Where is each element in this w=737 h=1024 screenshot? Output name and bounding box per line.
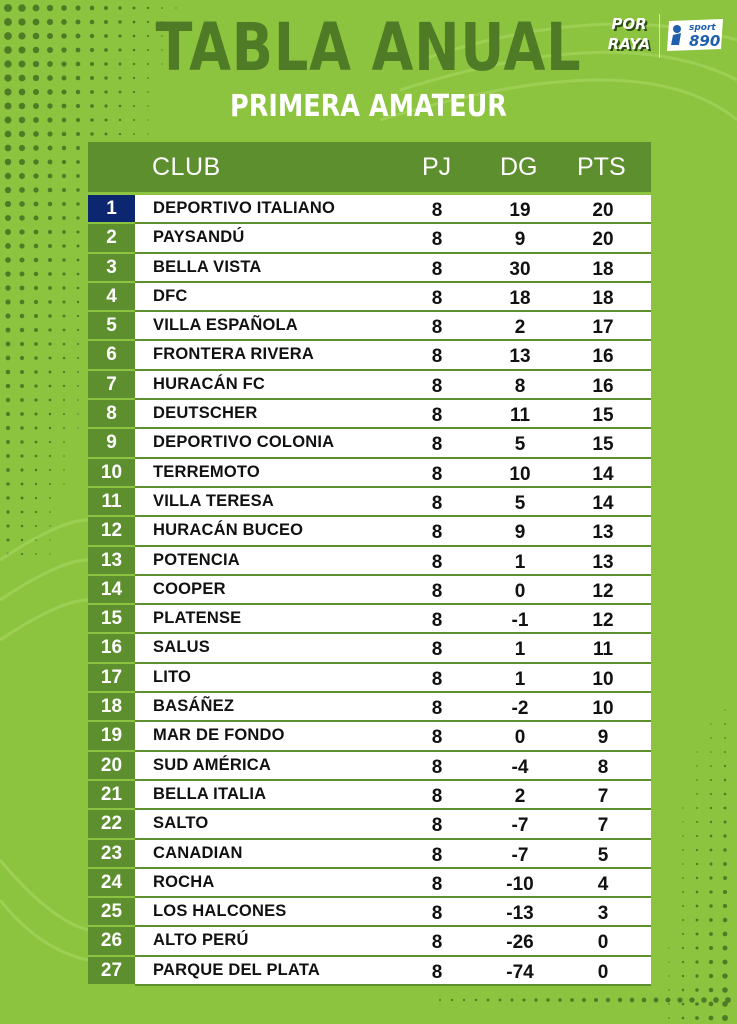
position-cell: 3	[88, 254, 135, 281]
position-cell: 9	[88, 429, 135, 456]
games-played: 8	[431, 698, 443, 720]
games-played: 8	[431, 258, 443, 280]
games-played: 8	[431, 639, 443, 661]
points: 18	[592, 258, 614, 280]
position-cell: 21	[88, 781, 135, 808]
games-played: 8	[431, 463, 443, 485]
club-name: LITO	[153, 667, 192, 686]
club-name: VILLA TERESA	[153, 491, 274, 510]
club-name: DFC	[153, 286, 188, 305]
goal-difference: 8	[514, 375, 526, 397]
points: 8	[597, 756, 609, 778]
table-row	[88, 752, 651, 781]
por-raya-logo	[603, 14, 655, 54]
table-row	[88, 547, 651, 576]
club-name: DEPORTIVO ITALIANO	[153, 199, 336, 217]
table-row	[88, 693, 651, 722]
table-row	[88, 224, 651, 253]
points: 18	[592, 287, 614, 309]
table-row	[88, 517, 651, 546]
goal-difference: 0	[514, 580, 526, 602]
points: 13	[592, 522, 614, 544]
goal-difference: -13	[506, 903, 534, 925]
club-name: FRONTERA RIVERA	[153, 345, 314, 364]
points: 14	[592, 492, 614, 514]
position-cell: 20	[88, 752, 135, 779]
table-row	[88, 869, 651, 898]
points: 16	[592, 375, 614, 397]
games-played: 8	[431, 375, 443, 397]
points: 5	[597, 844, 609, 866]
club-name: DEPORTIVO COLONIA	[153, 433, 335, 452]
position-cell: 18	[88, 693, 135, 720]
position-cell: 13	[88, 547, 135, 574]
goal-difference: 13	[509, 346, 531, 368]
table-row	[88, 634, 651, 663]
club-name: VILLA ESPAÑOLA	[153, 316, 298, 335]
goal-difference: -74	[506, 961, 534, 983]
games-played: 8	[431, 785, 443, 807]
table-row	[88, 195, 651, 224]
position-cell: 1	[88, 195, 135, 222]
table-row	[88, 840, 651, 869]
position-cell: 17	[88, 664, 135, 691]
club-name: DEUTSCHER	[153, 404, 258, 423]
club-name: HURACÁN BUCEO	[153, 521, 304, 540]
games-played: 8	[431, 200, 443, 221]
games-played: 8	[431, 903, 443, 925]
games-played: 8	[431, 492, 443, 514]
goal-difference: 11	[509, 405, 531, 427]
club-name: SUD AMÉRICA	[153, 755, 272, 774]
goal-difference: 1	[514, 551, 526, 573]
games-played: 8	[431, 610, 443, 632]
table-row	[88, 810, 651, 839]
club-name: TERREMOTO	[153, 462, 260, 481]
goal-difference: 10	[509, 463, 531, 485]
games-played: 8	[431, 551, 443, 573]
table-row	[88, 781, 651, 810]
games-played: 8	[431, 405, 443, 427]
games-played: 8	[431, 522, 443, 544]
club-name: LOS HALCONES	[153, 902, 287, 921]
points: 15	[592, 405, 614, 427]
goal-difference: 30	[509, 258, 531, 280]
goal-difference: 19	[509, 200, 531, 221]
games-played: 8	[431, 317, 443, 339]
table-row	[88, 605, 651, 634]
column-header-dg: DG	[500, 153, 538, 181]
goal-difference: -4	[511, 756, 529, 778]
points: 11	[592, 639, 614, 661]
column-header-pts: PTS	[577, 153, 626, 181]
club-name: POTENCIA	[153, 550, 240, 569]
games-played: 8	[431, 873, 443, 895]
games-played: 8	[431, 668, 443, 690]
position-cell: 27	[88, 957, 135, 984]
table-row	[88, 429, 651, 458]
table-header	[88, 142, 651, 192]
games-played: 8	[431, 844, 443, 866]
points: 12	[592, 610, 614, 632]
club-name: CANADIAN	[153, 843, 243, 862]
points: 0	[597, 932, 609, 954]
points: 13	[592, 551, 614, 573]
games-played: 8	[431, 580, 443, 602]
club-name: SALTO	[153, 814, 209, 833]
goal-difference: -1	[511, 610, 529, 632]
points: 3	[597, 903, 609, 925]
points: 10	[592, 668, 614, 690]
games-played: 8	[431, 727, 443, 749]
position-cell: 14	[88, 576, 135, 603]
club-name: PLATENSE	[153, 609, 242, 628]
games-played: 8	[431, 287, 443, 309]
position-cell: 22	[88, 810, 135, 837]
logo-line-1: POR	[611, 15, 647, 33]
svg-text:sport: sport	[689, 23, 716, 33]
club-name: BELLA VISTA	[153, 257, 262, 276]
table-row	[88, 400, 651, 429]
position-cell: 5	[88, 312, 135, 339]
position-cell: 11	[88, 488, 135, 515]
position-cell: 25	[88, 898, 135, 925]
club-name: PARQUE DEL PLATA	[153, 960, 320, 979]
position-cell: 7	[88, 371, 135, 398]
goal-difference: -7	[511, 844, 529, 866]
club-name: PAYSANDÚ	[153, 228, 245, 247]
table-row	[88, 312, 651, 341]
points: 14	[592, 463, 614, 485]
points: 7	[597, 815, 609, 837]
games-played: 8	[431, 346, 443, 368]
goal-difference: 9	[514, 522, 526, 544]
table-row	[88, 459, 651, 488]
table-row	[88, 283, 651, 312]
points: 4	[597, 873, 609, 895]
page-subtitle: PRIMERA AMATEUR	[230, 89, 507, 124]
table-row	[88, 254, 651, 283]
position-cell: 8	[88, 400, 135, 427]
column-header-pj: PJ	[422, 153, 452, 181]
club-name: SALUS	[153, 638, 210, 657]
table-row	[88, 576, 651, 605]
goal-difference: 18	[509, 287, 531, 309]
games-played: 8	[431, 434, 443, 456]
points: 12	[592, 580, 614, 602]
points: 0	[597, 961, 609, 983]
points: 9	[597, 727, 609, 749]
table-row	[88, 927, 651, 956]
goal-difference: 2	[514, 785, 526, 807]
position-cell: 12	[88, 517, 135, 544]
position-cell: 15	[88, 605, 135, 632]
points: 10	[592, 698, 614, 720]
points: 20	[592, 229, 614, 251]
table-row	[88, 488, 651, 517]
position-cell: 10	[88, 459, 135, 486]
games-played: 8	[431, 229, 443, 251]
club-name: BASÁÑEZ	[153, 697, 235, 716]
goal-difference: 1	[514, 668, 526, 690]
goal-difference: 2	[514, 317, 526, 339]
points: 20	[592, 200, 614, 221]
goal-difference: -26	[506, 932, 534, 954]
position-cell: 19	[88, 722, 135, 749]
table-row	[88, 341, 651, 370]
goal-difference: 0	[514, 727, 526, 749]
logo-line-2: RAYA	[607, 35, 651, 53]
position-cell: 23	[88, 840, 135, 867]
table-row	[88, 898, 651, 927]
club-name: COOPER	[153, 579, 226, 598]
column-header-club: CLUB	[152, 153, 221, 181]
goal-difference: 5	[514, 434, 526, 456]
games-played: 8	[431, 815, 443, 837]
sport-890-logo	[665, 15, 727, 55]
standings-table	[88, 142, 651, 982]
points: 7	[597, 785, 609, 807]
goal-difference: -10	[506, 873, 534, 895]
points: 15	[592, 434, 614, 456]
page-title: TABLA ANUAL	[155, 9, 582, 86]
points: 16	[592, 346, 614, 368]
goal-difference: 5	[514, 492, 526, 514]
club-name: ALTO PERÚ	[153, 931, 249, 950]
table-row	[88, 664, 651, 693]
position-cell: 4	[88, 283, 135, 310]
position-cell: 24	[88, 869, 135, 896]
table-row	[88, 371, 651, 400]
table-row	[88, 957, 651, 986]
club-name: HURACÁN FC	[153, 374, 265, 393]
goal-difference: 9	[514, 229, 526, 251]
position-cell: 26	[88, 927, 135, 954]
games-played: 8	[431, 932, 443, 954]
goal-difference: -2	[511, 698, 529, 720]
games-played: 8	[431, 756, 443, 778]
table-row	[88, 722, 651, 751]
svg-text:890: 890	[689, 32, 721, 50]
position-cell: 16	[88, 634, 135, 661]
club-name: ROCHA	[153, 872, 215, 891]
goal-difference: -7	[511, 815, 529, 837]
goal-difference: 1	[514, 639, 526, 661]
points: 17	[592, 317, 614, 339]
position-cell: 2	[88, 224, 135, 251]
games-played: 8	[431, 961, 443, 983]
logo-divider	[659, 14, 660, 58]
club-name: MAR DE FONDO	[153, 726, 285, 745]
club-name: BELLA ITALIA	[153, 784, 267, 803]
table-body	[88, 195, 651, 986]
position-cell: 6	[88, 341, 135, 368]
